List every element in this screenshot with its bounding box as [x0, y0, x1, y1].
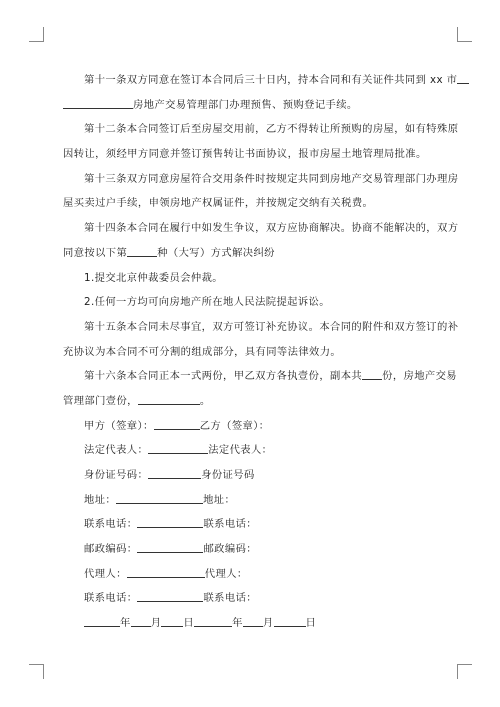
- phone-c-label: 联系电话：: [84, 592, 138, 605]
- signature-party-row: [63, 414, 441, 439]
- clause-16-line-1: [63, 364, 458, 389]
- clause-14-line-1: [63, 216, 459, 241]
- crop-mark-bottom-right: [457, 664, 472, 679]
- clause-14-text-2b: 种（大写）方式解决纠纷: [157, 246, 275, 259]
- agent-a-label: 代理人：: [84, 567, 127, 580]
- year-a-blank: [84, 614, 120, 627]
- clause-14-text-2a: 同意按以下第: [63, 246, 128, 259]
- crop-mark-top-right: [457, 27, 472, 42]
- clause-15-text-1: 第十五条本合同未尽事宜，双方可签订补充协议。本合同的附件和双方签订的补: [84, 320, 459, 333]
- id-a-label: 身份证号码：: [84, 469, 149, 481]
- id-a-blank: [148, 466, 201, 479]
- year-b-label: 年: [232, 617, 243, 630]
- clause-15-line-1: [63, 315, 459, 340]
- postcode-row: [63, 537, 441, 562]
- address-a-blank: [116, 491, 203, 504]
- clause-11-text-1: 第十一条双方同意在签订本合同后三十日内，持本合同和有关证件共同到 xx 市: [84, 74, 458, 86]
- clause-13-text-2: 屋买卖过户手续，申领房地产权属证件，并按规定交纳有关税费。: [63, 197, 374, 210]
- option-1: [63, 266, 441, 291]
- clause-15-line-2: [63, 340, 441, 365]
- clause-11-text-2: 房地产交易管理部门办理预售、预购登记手续。: [133, 98, 358, 111]
- contract-body: [63, 68, 459, 636]
- party-a-label: 甲方（签章）：: [84, 419, 154, 432]
- clause-16-text-2b: 。: [199, 394, 211, 407]
- option-2: [63, 290, 441, 315]
- clause-12-line-2: [63, 142, 441, 167]
- day-a-label: 日: [183, 617, 195, 630]
- option-1-text: 1.提交北京仲裁委员会仲裁。: [84, 271, 223, 284]
- legal-rep-a-blank: [148, 441, 208, 454]
- crop-mark-top-left: [29, 27, 44, 42]
- day-a-blank: [161, 614, 183, 627]
- month-b-label: 月: [262, 617, 274, 630]
- agent-row: [63, 562, 441, 587]
- legal-rep-row: [63, 438, 441, 463]
- clause-16-text-1b: 份，房地产交易: [382, 370, 458, 383]
- copies-blank: [362, 367, 382, 380]
- clause-12-text-2: 因转让，须经甲方同意并签订预售转让书面协议，报市房屋土地管理局批准。: [63, 148, 427, 161]
- city-blank: [457, 71, 469, 84]
- day-b-blank: [274, 614, 306, 627]
- legal-rep-b-label: 法定代表人：: [208, 444, 273, 457]
- dispute-option-blank: [127, 244, 157, 257]
- clause-14-text-1: 第十四条本合同在履行中如发生争议，双方应协商解决。协商不能解决的，双方: [84, 222, 459, 235]
- month-a-blank: [131, 614, 151, 627]
- clause-12-text-1: 第十二条本合同签订后至房屋交用前，乙方不得转让所预购的房屋，如有特殊原: [84, 123, 459, 136]
- phone-b-label: 联系电话：: [203, 518, 257, 531]
- clause-16-text-1a: 第十六条本合同正本一式两份，甲乙双方各执壹份，副本共: [84, 370, 363, 383]
- legal-rep-a-label: 法定代表人：: [84, 444, 149, 457]
- clause-12-line-1: [63, 117, 459, 142]
- address-b-label: 地址：: [203, 493, 236, 506]
- id-row: [63, 463, 441, 488]
- postcode-a-blank: [137, 540, 203, 553]
- id-b-label: 身份证号码: [201, 469, 255, 481]
- date-row: [63, 611, 441, 636]
- year-b-blank: [194, 614, 232, 627]
- clause-13-text-1: 第十三条双方同意房屋符合交用条件时按规定共同到房地产交易管理部门办理房: [84, 172, 459, 185]
- clause-11-line-1: [63, 68, 458, 93]
- phone-d-label: 联系电话：: [203, 592, 257, 605]
- phone-a-label: 联系电话：: [84, 518, 138, 531]
- agent-a-blank: [127, 565, 205, 578]
- recipient-blank: [138, 392, 200, 405]
- clause-16-text-2a: 管理部门壹份，: [63, 394, 138, 407]
- postcode-b-label: 邮政编码：: [203, 543, 257, 556]
- party-a-blank: [154, 417, 200, 430]
- address-row: [63, 488, 441, 513]
- month-a-label: 月: [150, 617, 162, 630]
- clause-16-line-2: [63, 389, 441, 414]
- option-2-text: 2.任何一方均可向房地产所在地人民法院提起诉讼。: [84, 296, 330, 309]
- clause-13-line-2: [63, 191, 441, 216]
- month-b-blank: [243, 614, 263, 627]
- phone-c-blank: [137, 589, 203, 602]
- postcode-a-label: 邮政编码：: [84, 543, 138, 556]
- party-b-label: 乙方（签章）：: [199, 419, 270, 432]
- address-a-label: 地址：: [84, 493, 117, 506]
- agent-b-label: 代理人：: [204, 567, 248, 580]
- phone-a-blank: [137, 515, 203, 528]
- city-blank-cont: [63, 96, 133, 109]
- clause-11-line-2: [63, 93, 441, 118]
- phone-row-2: [63, 586, 441, 611]
- clause-15-text-2: 充协议为本合同不可分割的组成部分，具有同等法律效力。: [63, 345, 342, 358]
- clause-13-line-1: [63, 167, 459, 192]
- phone-row-1: [63, 512, 441, 537]
- day-b-label: 日: [305, 617, 317, 630]
- clause-14-line-2: [63, 241, 441, 266]
- crop-mark-bottom-left: [29, 664, 44, 679]
- year-a-label: 年: [120, 617, 131, 630]
